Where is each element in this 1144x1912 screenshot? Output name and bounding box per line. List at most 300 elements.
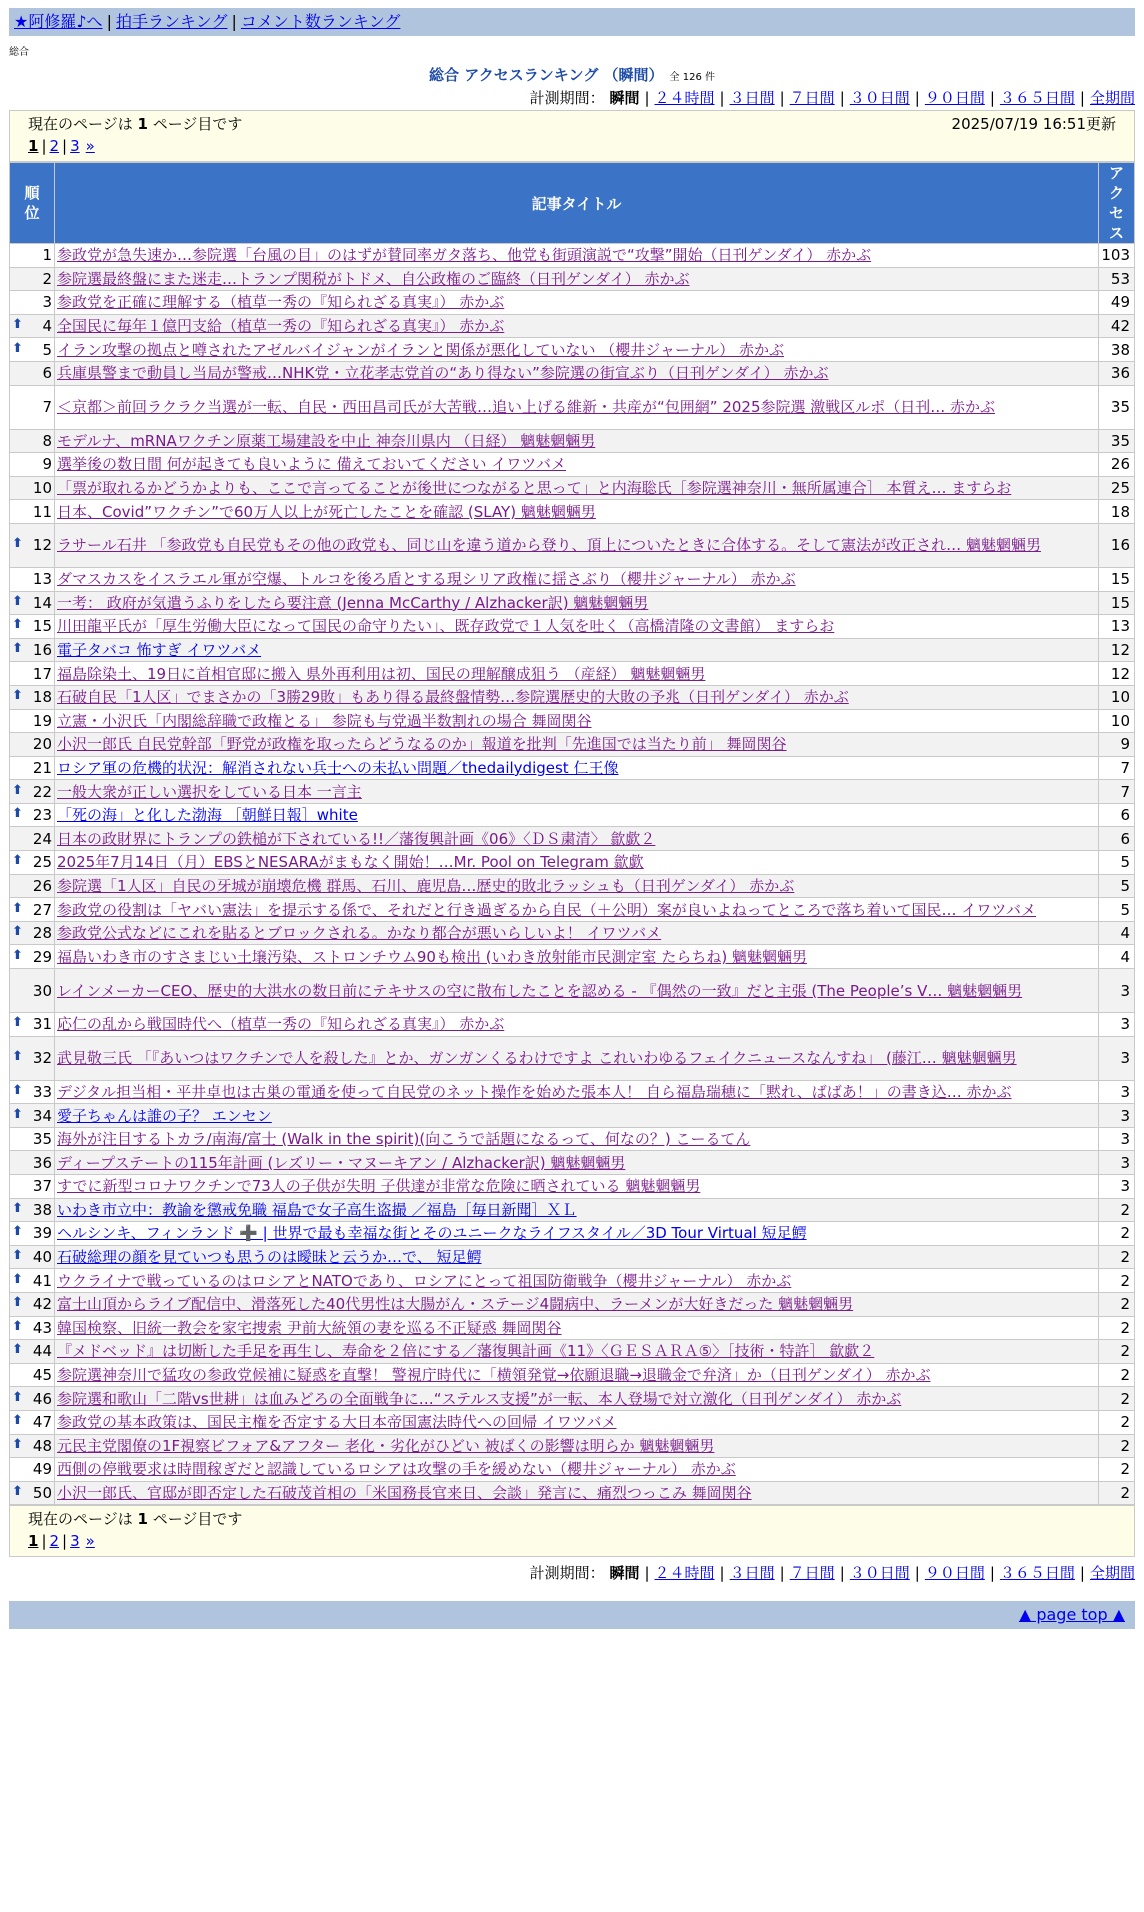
table-row xyxy=(10,291,1135,315)
period-label: 計測期間： xyxy=(529,1564,605,1583)
rank-up-arrow-icon: ⬆ xyxy=(12,782,23,798)
rank-number: 6 xyxy=(42,364,52,383)
rank-cell xyxy=(10,291,55,315)
access-count: 25 xyxy=(1099,476,1135,500)
rank-number: 35 xyxy=(32,1130,52,1149)
access-count: 6 xyxy=(1099,827,1135,851)
rank-cell xyxy=(10,1481,55,1505)
article-link[interactable]: 福島いわき市のすさまじい土壌汚染、ストロンチウム90も検出 (いわき放射能市民測定室 たらちね) 魑魅魍魎男 xyxy=(57,947,807,966)
rank-number: 40 xyxy=(32,1248,52,1267)
rank-number: 25 xyxy=(32,853,52,872)
access-count: 10 xyxy=(1099,709,1135,733)
next-page-link[interactable]: » xyxy=(85,137,95,155)
access-count: 15 xyxy=(1099,567,1135,591)
period-link[interactable]: ３日間 xyxy=(729,1564,775,1583)
access-count: 10 xyxy=(1099,685,1135,709)
rank-cell xyxy=(10,969,55,1013)
table-row xyxy=(10,1410,1135,1434)
rank-number: 43 xyxy=(32,1318,52,1337)
title-cell xyxy=(55,898,1099,922)
table-row xyxy=(10,385,1135,429)
period-link[interactable]: ９０日間 xyxy=(924,89,985,107)
article-link[interactable]: 電子タバコ 怖すぎ イワツバメ xyxy=(57,641,262,660)
page-top-link[interactable]: ▲ page top ▲ xyxy=(1018,1605,1125,1625)
rank-cell xyxy=(10,1127,55,1151)
nav-separator: | xyxy=(106,12,112,31)
period-link[interactable]: ３６５日間 xyxy=(999,89,1075,107)
rank-up-arrow-icon: ⬆ xyxy=(12,340,23,356)
article-link[interactable]: 全国民に毎年１億円支給（植草一秀の『知られざる真実』） 赤かぶ xyxy=(57,317,505,336)
article-link[interactable]: 日本の政財界にトランプの鉄槌が下されている!!／藩復興計画《06》〈ＤＳ粛清〉 歙歔２ xyxy=(57,829,656,848)
rank-cell xyxy=(10,638,55,662)
rank-cell xyxy=(10,1013,55,1037)
rank-number: 33 xyxy=(32,1082,52,1101)
rank-cell xyxy=(10,1151,55,1175)
access-count: 2 xyxy=(1099,1363,1135,1387)
rank-number: 24 xyxy=(32,829,52,848)
article-link[interactable]: ロシア軍の危機的状況：解消されない兵士への未払い問題／thedailydigest 仁王像 xyxy=(57,758,619,777)
article-link[interactable]: 「票が取れるかどうかよりも、ここで言ってることが後世につながると思って」と内海聡氏［参院選神奈川・無所属連合］ 本質え… ますらお xyxy=(57,479,1012,498)
title-cell xyxy=(55,453,1099,477)
nav-separator: | xyxy=(231,12,237,31)
rank-cell xyxy=(10,338,55,362)
rank-number: 34 xyxy=(32,1106,52,1125)
rank-number: 5 xyxy=(42,340,52,359)
period-current: 瞬間 xyxy=(609,1564,640,1583)
period-separator: | xyxy=(839,1564,845,1583)
rank-number: 50 xyxy=(32,1484,52,1503)
access-count: 2 xyxy=(1099,1434,1135,1458)
table-row xyxy=(10,1222,1135,1246)
home-link[interactable]: ★阿修羅♪へ xyxy=(14,12,103,31)
article-link[interactable]: 一般大衆が正しい選択をしている日本 一言主 xyxy=(57,782,362,801)
rank-number: 12 xyxy=(32,536,52,555)
table-row xyxy=(10,1175,1135,1199)
table-row xyxy=(10,780,1135,804)
article-link[interactable]: 参政党が急失速か…参院選「台風の目」のはずが賛同率ガタ落ち、他党も街頭演説で“攻撃”開始（日刊ゲンダイ） 赤かぶ xyxy=(57,246,872,265)
rank-number: 38 xyxy=(32,1200,52,1219)
rank-number: 13 xyxy=(32,570,52,589)
title-cell xyxy=(55,969,1099,1013)
article-link[interactable]: ラサール石井 「参政党も自民党もその他の政党も、同じ山を違う道から登り、頂上についたときに合体する。そして憲法が改正され… 魑魅魍魎男 xyxy=(57,536,1041,555)
title-cell xyxy=(55,523,1099,567)
article-link[interactable]: 参政党公式などにこれを貼るとブロックされる。かなり都合が悪いらしいよ！ イワツバメ xyxy=(57,924,662,943)
title-cell xyxy=(55,244,1099,268)
rank-cell xyxy=(10,453,55,477)
access-count: 2 xyxy=(1099,1481,1135,1505)
article-link[interactable]: 一考： 政府が気遣うふりをしたら要注意 (Jenna McCarthy / Alzhacker訳) 魑魅魍魎男 xyxy=(57,593,649,612)
table-row xyxy=(10,338,1135,362)
table-row xyxy=(10,1036,1135,1080)
title-cell xyxy=(55,1222,1099,1246)
rank-number: 42 xyxy=(32,1295,52,1314)
period-link[interactable]: ７日間 xyxy=(789,1564,835,1583)
title-cell xyxy=(55,1245,1099,1269)
article-link[interactable]: ディープステートの115年計画 (レズリー・マヌーキアン / Alzhacker訳) 魑魅魍魎男 xyxy=(57,1153,626,1172)
period-link[interactable]: ３０日間 xyxy=(849,89,910,107)
period-separator: | xyxy=(779,89,785,107)
article-link[interactable]: デジタル担当相・平井卓也は古巣の電通を使って自民党のネット操作を始めた張本人！ 自ら福島瑞穂に「黙れ、ばばあ！」の書き込… 赤かぶ xyxy=(57,1082,1012,1101)
rank-cell xyxy=(10,756,55,780)
rank-up-arrow-icon: ⬆ xyxy=(12,1318,23,1334)
rank-cell xyxy=(10,314,55,338)
article-link[interactable]: 参院選和歌山「二階vs世耕」は血みどろの全面戦争に…“ステルス支援”が一転、本人登場で対立激化（日刊ゲンダイ） 赤かぶ xyxy=(57,1389,902,1408)
access-count: 12 xyxy=(1099,638,1135,662)
article-link[interactable]: 参政党を正確に理解する（植草一秀の『知られざる真実』） 赤かぶ xyxy=(57,293,505,312)
article-link[interactable]: 参政党の基本政策は、国民主権を否定する大日本帝国憲法時代への回帰 イワツバメ xyxy=(57,1413,617,1432)
table-row xyxy=(10,733,1135,757)
access-count: 2 xyxy=(1099,1222,1135,1246)
rank-number: 29 xyxy=(32,947,52,966)
rank-up-arrow-icon: ⬆ xyxy=(12,1436,23,1452)
article-link[interactable]: 石破自民「1人区」でまさかの「3勝29敗」もあり得る最終盤情勢…参院選歴史的大敗の予兆（日刊ゲンダイ） 赤かぶ xyxy=(57,688,849,707)
article-link[interactable]: 応仁の乱から戦国時代へ（植草一秀の『知られざる真実』） 赤かぶ xyxy=(57,1015,505,1034)
access-count: 16 xyxy=(1099,523,1135,567)
rank-number: 45 xyxy=(32,1366,52,1385)
article-link[interactable]: 参院選「1人区」自民の牙城が崩壊危機 群馬、石川、鹿児島…歴史的敗北ラッシュも（日刊ゲンダイ） 赤かぶ xyxy=(57,876,795,895)
rank-cell xyxy=(10,1410,55,1434)
title-cell xyxy=(55,662,1099,686)
rank-number: 47 xyxy=(32,1413,52,1432)
article-link[interactable]: レインメーカーCEO、歴史的大洪水の数日前にテキサスの空に散布したことを認める - 『偶然の一致』だと主張 (The People’s V… 魑魅魍魎男 xyxy=(57,981,1023,1000)
table-row xyxy=(10,244,1135,268)
period-link[interactable]: ７日間 xyxy=(789,89,835,107)
article-link[interactable]: ヘルシンキ、フィンランド ➕ | 世界で最も幸福な街とそのユニークなライフスタイル／3D Tour Virtual 短足鰐 xyxy=(57,1224,807,1243)
current-page-number: 1 xyxy=(137,1510,148,1529)
title-cell xyxy=(55,429,1099,453)
title-cell xyxy=(55,945,1099,969)
rank-cell xyxy=(10,1222,55,1246)
article-link[interactable]: ダマスカスをイスラエル軍が空爆、トルコを後ろ盾とする現シリア政権に揺さぶり（櫻井ジャーナル） 赤かぶ xyxy=(57,570,796,589)
rank-cell xyxy=(10,523,55,567)
article-link[interactable]: 福島除染土、19日に首相官邸に搬入 県外再利用は初、国民の理解醸成狙う （産経） 魑魅魍魎男 xyxy=(57,664,706,683)
period-link[interactable]: 全期間 xyxy=(1089,89,1135,107)
title-cell xyxy=(55,1175,1099,1199)
rank-up-arrow-icon: ⬆ xyxy=(12,900,23,916)
rank-cell xyxy=(10,476,55,500)
rank-cell xyxy=(10,591,55,615)
title-cell xyxy=(55,1080,1099,1104)
access-count: 36 xyxy=(1099,361,1135,385)
title-cell xyxy=(55,780,1099,804)
access-count: 7 xyxy=(1099,780,1135,804)
rank-number: 11 xyxy=(32,502,52,521)
rank-number: 49 xyxy=(32,1460,52,1479)
title-cell xyxy=(55,1387,1099,1411)
period-separator: | xyxy=(914,1564,920,1583)
table-row xyxy=(10,874,1135,898)
period-separator: | xyxy=(839,89,845,107)
table-row xyxy=(10,1151,1135,1175)
page-link-current[interactable]: 1 xyxy=(28,137,39,155)
rank-cell xyxy=(10,267,55,291)
rank-cell xyxy=(10,1080,55,1104)
pager-status-line xyxy=(28,113,1116,135)
title-cell xyxy=(55,1127,1099,1151)
table-row xyxy=(10,429,1135,453)
article-link[interactable]: イラン攻撃の拠点と噂されたアゼルバイジャンがイランと関係が悪化していない （櫻井ジャーナル） 赤かぶ xyxy=(57,340,784,359)
page-separator: | xyxy=(41,137,47,155)
period-link[interactable]: ２４時間 xyxy=(654,1564,715,1583)
table-row xyxy=(10,500,1135,524)
rank-number: 39 xyxy=(32,1224,52,1243)
rank-number: 4 xyxy=(42,317,52,336)
rank-up-arrow-icon: ⬆ xyxy=(12,536,23,552)
access-count: 38 xyxy=(1099,338,1135,362)
access-count: 2 xyxy=(1099,1387,1135,1411)
current-page-number: 1 xyxy=(137,115,148,133)
title-cell xyxy=(55,615,1099,639)
access-count: 3 xyxy=(1099,1151,1135,1175)
page-separator: | xyxy=(62,1532,68,1551)
top-nav-bar xyxy=(9,8,1135,36)
article-link[interactable]: 立憲・小沢氏「内閣総辞職で政権とる」 参院も与党過半数割れの場合 舞岡関谷 xyxy=(57,711,592,730)
page-links-inner xyxy=(28,135,98,157)
table-row xyxy=(10,453,1135,477)
rank-cell xyxy=(10,500,55,524)
title-cell xyxy=(55,756,1099,780)
title-cell xyxy=(55,1458,1099,1482)
rank-number: 21 xyxy=(32,758,52,777)
rank-up-arrow-icon: ⬆ xyxy=(12,1484,23,1500)
article-link[interactable]: すでに新型コロナワクチンで73人の子供が失明 子供達が非常な危険に晒されている 魑魅魍魎男 xyxy=(57,1177,701,1196)
rank-cell xyxy=(10,898,55,922)
rank-cell xyxy=(10,244,55,268)
current-page-suffix: ページ目です xyxy=(152,115,243,133)
rank-number: 36 xyxy=(32,1153,52,1172)
title-row xyxy=(9,64,1135,86)
table-row xyxy=(10,1481,1135,1505)
access-count: 2 xyxy=(1099,1292,1135,1316)
rank-number: 26 xyxy=(32,876,52,895)
rank-cell xyxy=(10,1363,55,1387)
rank-cell xyxy=(10,567,55,591)
rank-number: 41 xyxy=(32,1271,52,1290)
title-cell xyxy=(55,1410,1099,1434)
article-link[interactable]: 小沢一郎氏、官邸が即否定した石破茂首相の「米国務長官来日、会談」発言に、痛烈つっこみ 舞岡関谷 xyxy=(57,1484,752,1503)
current-page-prefix: 現在のページは xyxy=(28,115,133,133)
title-cell xyxy=(55,291,1099,315)
table-row xyxy=(10,314,1135,338)
period-separator: | xyxy=(779,1564,785,1583)
title-cell xyxy=(55,874,1099,898)
article-link[interactable]: 石破総理の顔を見ていつも思うのは曖昧と云うか…で、 短足鰐 xyxy=(57,1248,482,1267)
rank-number: 18 xyxy=(32,688,52,707)
rank-cell xyxy=(10,874,55,898)
table-row xyxy=(10,1387,1135,1411)
table-row xyxy=(10,709,1135,733)
current-page-text xyxy=(28,1508,242,1530)
page-link[interactable]: 3 xyxy=(70,1532,80,1551)
rank-up-arrow-icon: ⬆ xyxy=(12,1389,23,1405)
table-row xyxy=(10,1340,1135,1364)
article-link[interactable]: 愛子ちゃんは誰の子？ エンセン xyxy=(57,1106,272,1125)
rank-cell xyxy=(10,662,55,686)
rank-up-arrow-icon: ⬆ xyxy=(12,1049,23,1065)
article-link[interactable]: ウクライナで戦っているのはロシアとNATOであり、ロシアにとって祖国防衛戦争（櫻井ジャーナル） 赤かぶ xyxy=(57,1271,792,1290)
article-link[interactable]: 参院選神奈川で猛攻の参政党候補に疑惑を直撃！ 警視庁時代に「横領発覚→依願退職→退職金で弁済」か（日刊ゲンダイ） 赤かぶ xyxy=(57,1366,931,1385)
rank-up-arrow-icon: ⬆ xyxy=(12,317,23,333)
access-count: 15 xyxy=(1099,591,1135,615)
title-cell xyxy=(55,685,1099,709)
rank-cell xyxy=(10,1292,55,1316)
access-count: 35 xyxy=(1099,385,1135,429)
article-link[interactable]: 富士山頂からライブ配信中、滑落死した40代男性は大腸がん・ステージ4闘病中、ラーメンが大好きだった 魑魅魍魎男 xyxy=(57,1295,854,1314)
period-separator: | xyxy=(914,89,920,107)
rank-number: 2 xyxy=(42,269,52,288)
rank-header: 順位 xyxy=(10,163,55,244)
access-count: 3 xyxy=(1099,1104,1135,1128)
rank-cell xyxy=(10,803,55,827)
rank-up-arrow-icon: ⬆ xyxy=(12,617,23,633)
title-cell xyxy=(55,1104,1099,1128)
table-row xyxy=(10,361,1135,385)
rank-number: 19 xyxy=(32,711,52,730)
article-link[interactable]: 海外が注目するトカラ/南海/富士 (Walk in the spirit)(向こうで話題になるって、何なの？) こーるてん xyxy=(57,1130,751,1149)
current-page-prefix: 現在のページは xyxy=(28,1510,133,1529)
access-count: 4 xyxy=(1099,945,1135,969)
page-link[interactable]: 2 xyxy=(49,1532,60,1551)
access-count: 2 xyxy=(1099,1410,1135,1434)
title-cell xyxy=(55,921,1099,945)
title-cell xyxy=(55,567,1099,591)
table-row xyxy=(10,945,1135,969)
rank-cell xyxy=(10,780,55,804)
period-link[interactable]: 全期間 xyxy=(1089,1564,1135,1583)
title-cell xyxy=(55,476,1099,500)
article-link[interactable]: 選挙後の数日間 何が起きても良いように 備えておいてください イワツバメ xyxy=(57,455,567,474)
current-page-suffix: ページ目です xyxy=(152,1510,243,1529)
period-separator: | xyxy=(989,89,995,107)
rank-number: 23 xyxy=(32,806,52,825)
article-link[interactable]: 川田龍平氏が「厚生労働大臣になって国民の命守りたい」、既存政党で１人気を吐く（高橋清隆の文書館） ますらお xyxy=(57,617,835,636)
access-count: 12 xyxy=(1099,662,1135,686)
rank-number: 37 xyxy=(32,1177,52,1196)
period-label: 計測期間： xyxy=(529,89,605,107)
article-link[interactable]: モデルナ、mRNAワクチン原薬工場建設を中止 神奈川県内 （日経） 魑魅魍魎男 xyxy=(57,431,596,450)
access-count: 53 xyxy=(1099,267,1135,291)
table-row xyxy=(10,1080,1135,1104)
table-row xyxy=(10,523,1135,567)
table-row xyxy=(10,921,1135,945)
article-link[interactable]: 『メドベッド』は切断した手足を再生し、寿命を２倍にする／藩復興計画《11》〈ＧＥＳＡＲＡ⑤〉［技術・特許］ 歙歔２ xyxy=(57,1342,875,1361)
rank-cell xyxy=(10,1340,55,1364)
rank-cell xyxy=(10,615,55,639)
title-cell xyxy=(55,1269,1099,1293)
table-row xyxy=(10,969,1135,1013)
rank-cell xyxy=(10,945,55,969)
total-count: 全 126 件 xyxy=(669,72,715,83)
title-cell xyxy=(55,1292,1099,1316)
rank-cell xyxy=(10,1387,55,1411)
title-cell xyxy=(55,314,1099,338)
rank-up-arrow-icon: ⬆ xyxy=(12,1271,23,1287)
title-cell xyxy=(55,1434,1099,1458)
rank-up-arrow-icon: ⬆ xyxy=(12,593,23,609)
period-link[interactable]: ２４時間 xyxy=(654,89,715,107)
period-separator: | xyxy=(644,89,650,107)
period-separator: | xyxy=(719,1564,725,1583)
access-header: アクセス xyxy=(1099,163,1135,244)
page-link[interactable]: 2 xyxy=(49,137,60,155)
table-row xyxy=(10,567,1135,591)
article-link[interactable]: 2025年7月14日（月）EBSとNESARAがまもなく開始！…Mr. Pool on Telegram 歙歔 xyxy=(57,853,644,872)
article-link[interactable]: 武見敬三氏 「『あいつはワクチンで人を殺した』とか、ガンガンくるわけですよ これいわゆるフェイクニュースなんすね」 (藤江… 魑魅魍魎男 xyxy=(57,1049,1017,1068)
table-row xyxy=(10,591,1135,615)
rank-number: 3 xyxy=(42,293,52,312)
rank-up-arrow-icon: ⬆ xyxy=(12,641,23,657)
rank-number: 31 xyxy=(32,1015,52,1034)
article-link[interactable]: 韓国検察、旧統一教会を家宅捜索 尹前大統領の妻を巡る不正疑惑 舞岡関谷 xyxy=(57,1318,562,1337)
table-row xyxy=(10,1458,1135,1482)
rank-number: 44 xyxy=(32,1342,52,1361)
access-count: 49 xyxy=(1099,291,1135,315)
access-count: 3 xyxy=(1099,1080,1135,1104)
article-link[interactable]: 日本、Covid”ワクチン”で60万人以上が死亡したことを確認 (SLAY) 魑魅魍魎男 xyxy=(57,502,596,521)
rank-number: 28 xyxy=(32,924,52,943)
rank-cell xyxy=(10,921,55,945)
table-row xyxy=(10,1245,1135,1269)
pager-top xyxy=(9,110,1135,162)
table-row xyxy=(10,803,1135,827)
title-cell xyxy=(55,638,1099,662)
clap-ranking-link[interactable]: 拍手ランキング xyxy=(115,12,228,31)
rank-number: 32 xyxy=(32,1049,52,1068)
title-cell xyxy=(55,1013,1099,1037)
article-link[interactable]: 「死の海」と化した渤海 ［朝鮮日報］white xyxy=(57,806,358,825)
article-link[interactable]: 兵庫県警まで動員し当局が警戒…NHK党・立花孝志党首の“あり得ない”参院選の街宣ぶり（日刊ゲンダイ） 赤かぶ xyxy=(57,364,829,383)
ranking-table xyxy=(9,162,1135,1505)
access-count: 6 xyxy=(1099,803,1135,827)
period-link[interactable]: ９０日間 xyxy=(924,1564,985,1583)
page-link-current[interactable]: 1 xyxy=(28,1532,39,1551)
title-cell xyxy=(55,338,1099,362)
rank-cell xyxy=(10,733,55,757)
article-link[interactable]: 西側の停戦要求は時間稼ぎだと認識しているロシアは攻撃の手を緩めない（櫻井ジャーナル） 赤かぶ xyxy=(57,1460,736,1479)
period-link[interactable]: ３日間 xyxy=(729,89,775,107)
article-link[interactable]: いわき市立中：教諭を懲戒免職 福島で女子高生盗撮 ／福島［毎日新聞］ＸＬ xyxy=(57,1200,577,1219)
period-link[interactable]: ３６５日間 xyxy=(999,1564,1075,1583)
comment-ranking-link[interactable]: コメント数ランキング xyxy=(240,12,401,31)
period-link[interactable]: ３０日間 xyxy=(849,1564,910,1583)
next-page-link[interactable]: » xyxy=(85,1532,95,1551)
access-count: 42 xyxy=(1099,314,1135,338)
rank-cell xyxy=(10,1175,55,1199)
rank-up-arrow-icon: ⬆ xyxy=(12,947,23,963)
page-link[interactable]: 3 xyxy=(70,137,80,155)
table-row xyxy=(10,1292,1135,1316)
article-link[interactable]: 参院選最終盤にまた迷走…トランプ関税がトドメ、自公政権のご臨終（日刊ゲンダイ） 赤かぶ xyxy=(57,269,690,288)
rank-number: 16 xyxy=(32,641,52,660)
title-cell xyxy=(55,361,1099,385)
article-link[interactable]: ＜京都＞前回ラクラク当選が一転、自民・西田昌司氏が大苦戦…追い上げる維新・共産が“包囲網” 2025参院選 激戦区ルポ（日刊… 赤かぶ xyxy=(57,398,996,417)
access-count: 3 xyxy=(1099,969,1135,1013)
access-count: 2 xyxy=(1099,1198,1135,1222)
article-link[interactable]: 小沢一郎氏 自民党幹部「野党が政権を取ったらどうなるのか」報道を批判「先進国では当たり前」 舞岡関谷 xyxy=(57,735,787,754)
article-link[interactable]: 元民主党閣僚の1F視察ビフォア&アフター 老化・劣化がひどい 被ばくの影響は明らか 魑魅魍魎男 xyxy=(57,1436,715,1455)
access-count: 3 xyxy=(1099,1175,1135,1199)
table-row xyxy=(10,898,1135,922)
access-count: 3 xyxy=(1099,1013,1135,1037)
access-count: 2 xyxy=(1099,1458,1135,1482)
table-row xyxy=(10,1127,1135,1151)
updated-time: 2025/07/19 16:51更新 xyxy=(951,115,1116,133)
title-cell xyxy=(55,1198,1099,1222)
page-links-inner xyxy=(28,1530,98,1552)
rank-number: 46 xyxy=(32,1389,52,1408)
table-row xyxy=(10,756,1135,780)
article-link[interactable]: 参政党の役割は「ヤバい憲法」を提示する係で、それだと行き過ぎるから自民（＋公明）案が良いよねってところで落ち着いて国民… イワツバメ xyxy=(57,900,1037,919)
